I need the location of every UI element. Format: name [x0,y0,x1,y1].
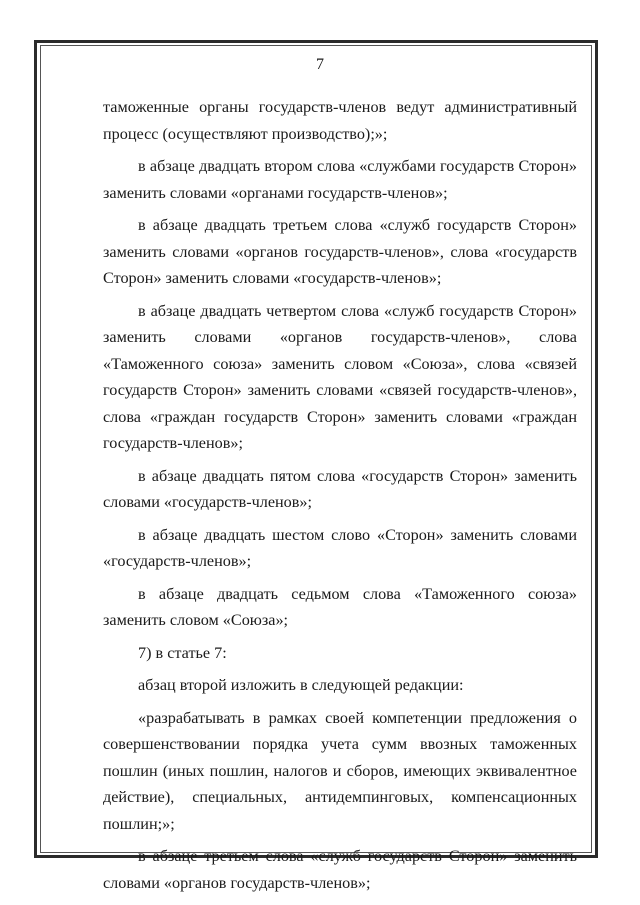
paragraph: в абзаце двадцать шестом слово «Сторон» заменить словами «государств-членов»; [103,525,577,570]
paragraph: абзац второй изложить в следующей редакции: [138,676,464,694]
paragraph: в абзаце двадцать третьем слова «служб государств Сторон» заменить словами «органов государств-членов», слова «государств Сторон» заменить словами «государств-членов»; [103,216,577,287]
paragraph: в абзаце двадцать пятом слова «государств Сторон» заменить словами «государств-членов»; [103,466,577,511]
paragraph: в абзаце двадцать втором слова «службами государств Сторон» заменить словами «органами государств-членов»; [103,157,577,202]
paragraph: в абзаце третьем слова «служб государств Сторон» заменить словами «органов государств-членов»; [103,847,577,892]
paragraph: таможенные органы государств-членов ведут административный процесс (осуществляют производство);»; [103,98,577,143]
paragraph: 7) в статье 7: [138,643,227,662]
paragraph: в абзаце двадцать седьмом слова «Таможенного союза» заменить словом «Союза»; [103,584,577,629]
page-number: 7 [316,56,324,73]
paragraph: в абзаце двадцать четвертом слова «служб государств Сторон» заменить словами «органов государств-членов», слова «Таможенного союза» заменить словом «Союза», слова «связей государств Сторон» заменить словами «связей государств-членов», слова «граждан государств Сторон» заменить словами «граждан государств-членов»; [103,301,577,452]
paragraph: «разрабатывать в рамках своей компетенции предложения о совершенствовании порядка учета сумм ввозных таможенных пошлин (иных пошлин, налогов и сборов, имеющих эквивалентное действие), специальных, антидемпинговых, компенсационных пошлин;»; [103,708,577,833]
document-body [103,94,577,896]
